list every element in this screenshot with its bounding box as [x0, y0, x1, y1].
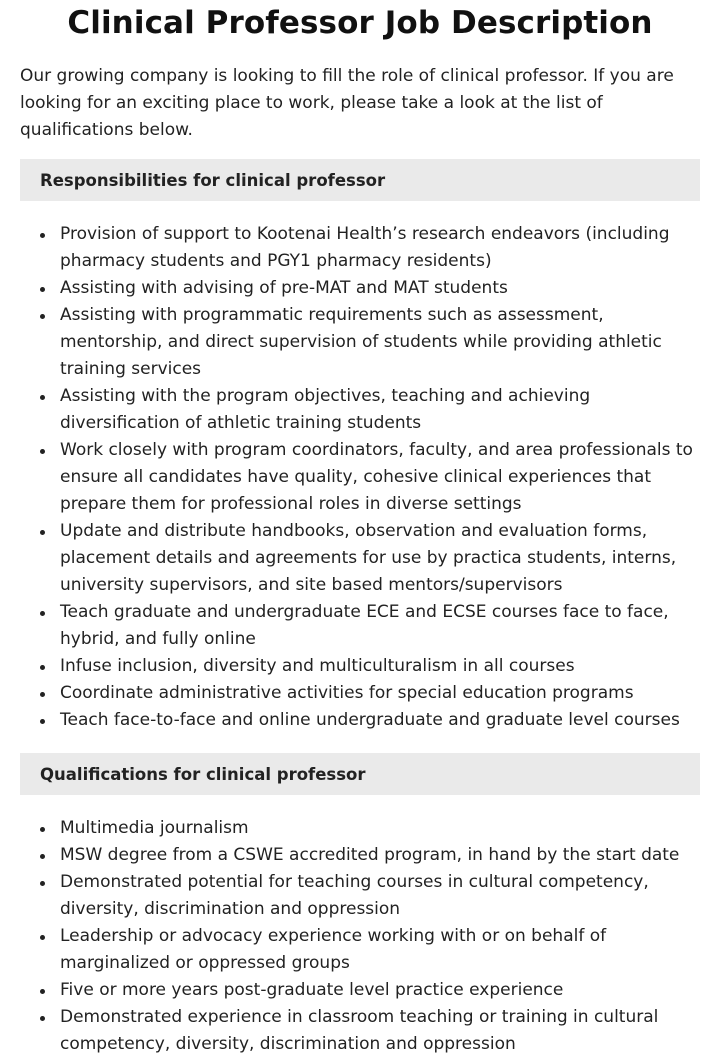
bullet-icon [40, 719, 45, 724]
responsibility-text: Teach face-to-face and online undergraduate and graduate level courses [60, 710, 680, 730]
intro-paragraph: Our growing company is looking to fill the role of clinical professor. If you are looking for an exciting place to work, please take a look at the list of qualifications below. [20, 66, 674, 140]
qualifications-heading [20, 753, 700, 795]
responsibility-item [20, 302, 700, 383]
responsibilities-list [20, 221, 700, 734]
bullet-icon [40, 1016, 45, 1021]
responsibility-item [20, 599, 700, 653]
responsibility-text: Assisting with the program objectives, teaching and achieving diversification of athletic training students [60, 386, 591, 433]
bullet-icon [40, 989, 45, 994]
responsibility-text: Infuse inclusion, diversity and multiculturalism in all courses [60, 656, 575, 676]
qualification-item [20, 977, 700, 1004]
responsibility-item [20, 707, 700, 734]
responsibility-text: Assisting with advising of pre-MAT and MAT students [60, 278, 508, 298]
bullet-icon [40, 935, 45, 940]
responsibility-text: Work closely with program coordinators, faculty, and area professionals to ensure all candidates have quality, cohesive clinical experiences that prepare them for professional roles in diverse settings [60, 440, 693, 514]
bullet-icon [40, 665, 45, 670]
qualification-text: MSW degree from a CSWE accredited program, in hand by the start date [60, 845, 680, 865]
responsibility-item [20, 383, 700, 437]
bullet-icon [40, 314, 45, 319]
bullet-icon [40, 611, 45, 616]
qualifications-list [20, 815, 700, 1058]
qualification-item [20, 923, 700, 977]
responsibility-item [20, 221, 700, 275]
responsibility-text: Assisting with programmatic requirements such as assessment, mentorship, and direct supervision of students while providing athletic training services [60, 305, 662, 379]
responsibility-item [20, 275, 700, 302]
qualification-text: Five or more years post-graduate level practice experience [60, 980, 564, 1000]
qualification-item [20, 842, 700, 869]
responsibility-item [20, 437, 700, 518]
qualification-item [20, 815, 700, 842]
qualification-text: Demonstrated potential for teaching courses in cultural competency, diversity, discrimination and oppression [60, 872, 649, 919]
bullet-icon [40, 530, 45, 535]
qualification-text: Multimedia journalism [60, 818, 249, 838]
qualifications-heading-text: Qualifications for clinical professor [40, 764, 366, 784]
bullet-icon [40, 233, 45, 238]
qualification-item [20, 869, 700, 923]
responsibilities-heading [20, 159, 700, 201]
responsibility-item [20, 653, 700, 680]
bullet-icon [40, 854, 45, 859]
bullet-icon [40, 449, 45, 454]
responsibilities-heading-text: Responsibilities for clinical professor [40, 170, 386, 190]
responsibility-text: Provision of support to Kootenai Health’s research endeavors (including pharmacy students and PGY1 pharmacy residents) [60, 224, 670, 271]
bullet-icon [40, 692, 45, 697]
qualification-item [20, 1004, 700, 1058]
responsibility-text: Teach graduate and undergraduate ECE and ECSE courses face to face, hybrid, and fully online [60, 602, 669, 649]
bullet-icon [40, 881, 45, 886]
qualification-text: Demonstrated experience in classroom teaching or training in cultural competency, diversity, discrimination and oppression [60, 1007, 659, 1054]
page-title: Clinical Professor Job Description [67, 5, 653, 41]
qualification-text: Leadership or advocacy experience working with or on behalf of marginalized or oppressed groups [60, 926, 607, 973]
responsibility-text: Coordinate administrative activities for special education programs [60, 683, 634, 703]
bullet-icon [40, 827, 45, 832]
responsibility-item [20, 680, 700, 707]
bullet-icon [40, 287, 45, 292]
responsibility-item [20, 518, 700, 599]
bullet-icon [40, 395, 45, 400]
responsibility-text: Update and distribute handbooks, observation and evaluation forms, placement details and agreements for use by practica students, interns, university supervisors, and site based mentors/supervisors [60, 521, 677, 595]
